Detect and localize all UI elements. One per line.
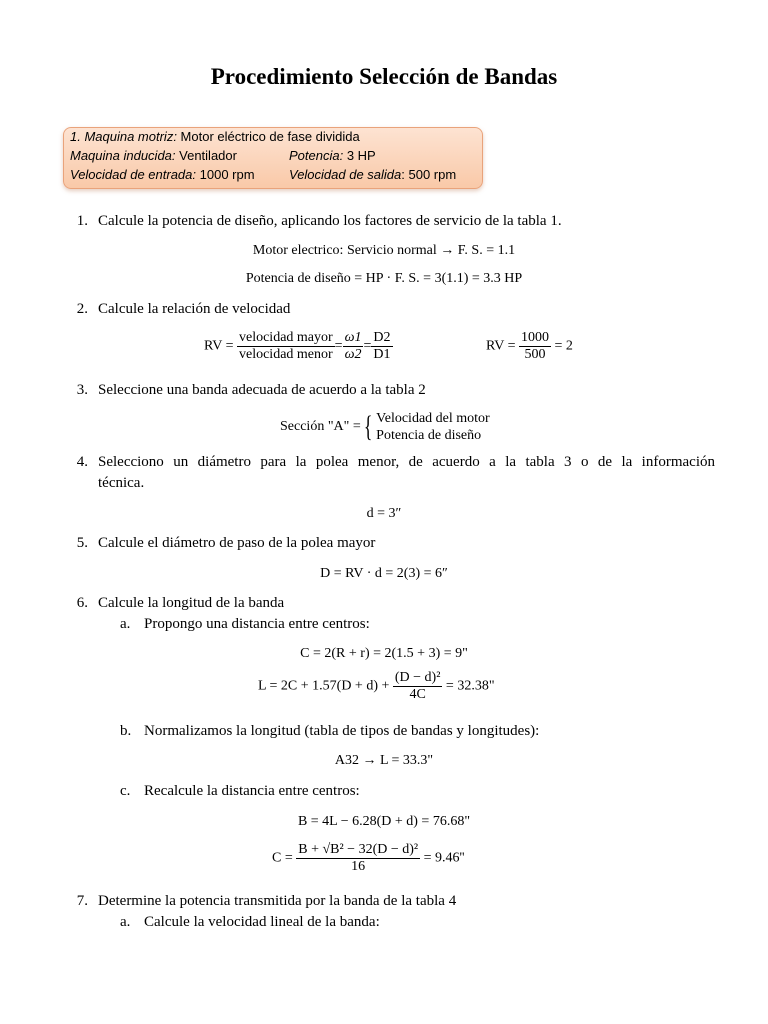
rv2-result: = 2	[554, 338, 573, 354]
rv2-fraction	[519, 330, 551, 363]
section-lhs: Sección "A" =	[280, 419, 361, 434]
equation-belt-length	[258, 670, 495, 703]
step-3-number: 3.	[76, 382, 88, 398]
omega-2-text: ω2	[344, 347, 362, 362]
step-7a-number: a.	[120, 914, 131, 930]
equation-recalc-center	[272, 842, 465, 875]
step-6-number: 6.	[76, 595, 88, 611]
step-6-text: Calcule la longitud de la banda	[98, 595, 285, 611]
recalc-result: = 9.46''	[423, 850, 465, 866]
vel-entrada-value: 1000 rpm	[196, 167, 255, 182]
step-6a-text: Propongo una distancia entre centros:	[144, 616, 370, 632]
equation-service-factor: Motor electrico: Servicio normal → F. S. = 1.1	[252, 243, 516, 258]
vel-salida-value: : 500 rpm	[401, 167, 457, 182]
vel-entrada-label: Velocidad de entrada:	[70, 167, 197, 182]
step-6b-number: b.	[120, 723, 132, 739]
vel-salida-label: Velocidad de salida	[289, 167, 402, 182]
step-1-text: Calcule la potencia de diseño, aplicando los factores de servicio de la tabla 1.	[98, 213, 562, 229]
step-4-number: 4.	[76, 454, 88, 470]
step-4-text-cont: técnica.	[98, 475, 145, 491]
section-options	[376, 410, 490, 444]
potencia-label: Potencia:	[289, 148, 344, 163]
equation-center-distance: C = 2(R + r) = 2(1.5 + 3) = 9"	[300, 646, 468, 661]
motriz-label: 1. Maquina motriz:	[70, 129, 177, 144]
info-row-motriz	[70, 128, 360, 145]
rv-fraction-speed	[237, 330, 335, 363]
diameter-2: D2	[373, 330, 391, 345]
inducida-label: Maquina inducida:	[70, 148, 176, 163]
diameter-1: D1	[373, 347, 391, 362]
rv-denominator: velocidad menor	[238, 347, 333, 362]
page-title: Procedimiento Selección de Bandas	[210, 64, 558, 89]
recalc-denominator: 16	[351, 859, 366, 874]
recalc-numerator: B + √B² − 32(D − d)²	[298, 842, 419, 857]
length-denominator: 4C	[409, 687, 426, 702]
rv2-denominator: 500	[524, 347, 546, 362]
step-5-number: 5.	[76, 535, 88, 551]
omega-2	[343, 347, 364, 363]
step-4-text: Selecciono un diámetro para la polea menor, de acuerdo a la tabla 3 o de la información	[98, 454, 715, 470]
equation-small-diameter: d = 3″	[366, 506, 402, 521]
omega-1-text: ω1	[344, 330, 362, 345]
rv-numerator: velocidad mayor	[238, 330, 333, 345]
motriz-value: Motor eléctrico de fase dividida	[176, 129, 360, 144]
length-result: = 32.38"	[445, 678, 495, 694]
step-6b-text: Normalizamos la longitud (tabla de tipos de bandas y longitudes):	[144, 723, 540, 739]
step-6a-number: a.	[120, 616, 131, 632]
info-row-vel-salida	[289, 166, 456, 183]
equation-design-power: Potencia de diseño = HP · F. S. = 3(1.1) = 3.3 HP	[245, 271, 523, 286]
equation-section-a	[280, 410, 490, 444]
brace-icon: {	[364, 410, 373, 443]
info-row-potencia	[289, 147, 376, 164]
rv-eq1: =	[334, 338, 343, 354]
step-7-text: Determine la potencia transmitida por la banda de la tabla 4	[98, 893, 457, 909]
step-7a-text: Calcule la velocidad lineal de la banda:	[144, 914, 380, 930]
section-option-speed: Velocidad del motor	[376, 411, 490, 426]
step-1-number: 1.	[76, 213, 88, 229]
equation-speed-ratio-value	[486, 330, 573, 363]
info-row-vel-entrada	[70, 166, 255, 183]
omega-1	[343, 330, 364, 347]
rv2-lhs: RV =	[486, 338, 516, 354]
section-option-power: Potencia de diseño	[376, 428, 482, 443]
step-5-text: Calcule el diámetro de paso de la polea mayor	[98, 535, 376, 551]
rv-lhs: RV =	[204, 338, 234, 354]
equation-b-term: B = 4L − 6.28(D + d) = 76.68"	[297, 814, 471, 829]
equation-speed-ratio	[204, 330, 393, 363]
recalc-lhs: C =	[272, 850, 293, 866]
equation-normalized-length: A32 → L = 33.3"	[334, 753, 434, 768]
rv-eq2: =	[363, 338, 372, 354]
step-6c-number: c.	[120, 783, 131, 799]
length-lhs: L = 2C + 1.57(D + d) +	[258, 678, 390, 694]
step-3-text: Seleccione una banda adecuada de acuerdo a la tabla 2	[98, 382, 426, 398]
step-2-number: 2.	[76, 301, 88, 317]
length-numerator: (D − d)²	[394, 670, 441, 685]
equation-large-diameter: D = RV · d = 2(3) = 6″	[320, 566, 448, 581]
inducida-value: Ventilador	[175, 148, 237, 163]
machine-info-box	[63, 127, 483, 189]
rv-fraction-omega	[343, 330, 364, 363]
length-fraction	[393, 670, 443, 703]
step-2-text: Calcule la relación de velocidad	[98, 301, 291, 317]
step-6c-text: Recalcule la distancia entre centros:	[144, 783, 360, 799]
rv2-numerator: 1000	[520, 330, 549, 345]
rv-fraction-diameter	[371, 330, 392, 363]
info-row-inducida	[70, 147, 237, 164]
potencia-value: 3 HP	[343, 148, 376, 163]
step-7-number: 7.	[76, 893, 88, 909]
recalc-fraction	[296, 842, 420, 875]
